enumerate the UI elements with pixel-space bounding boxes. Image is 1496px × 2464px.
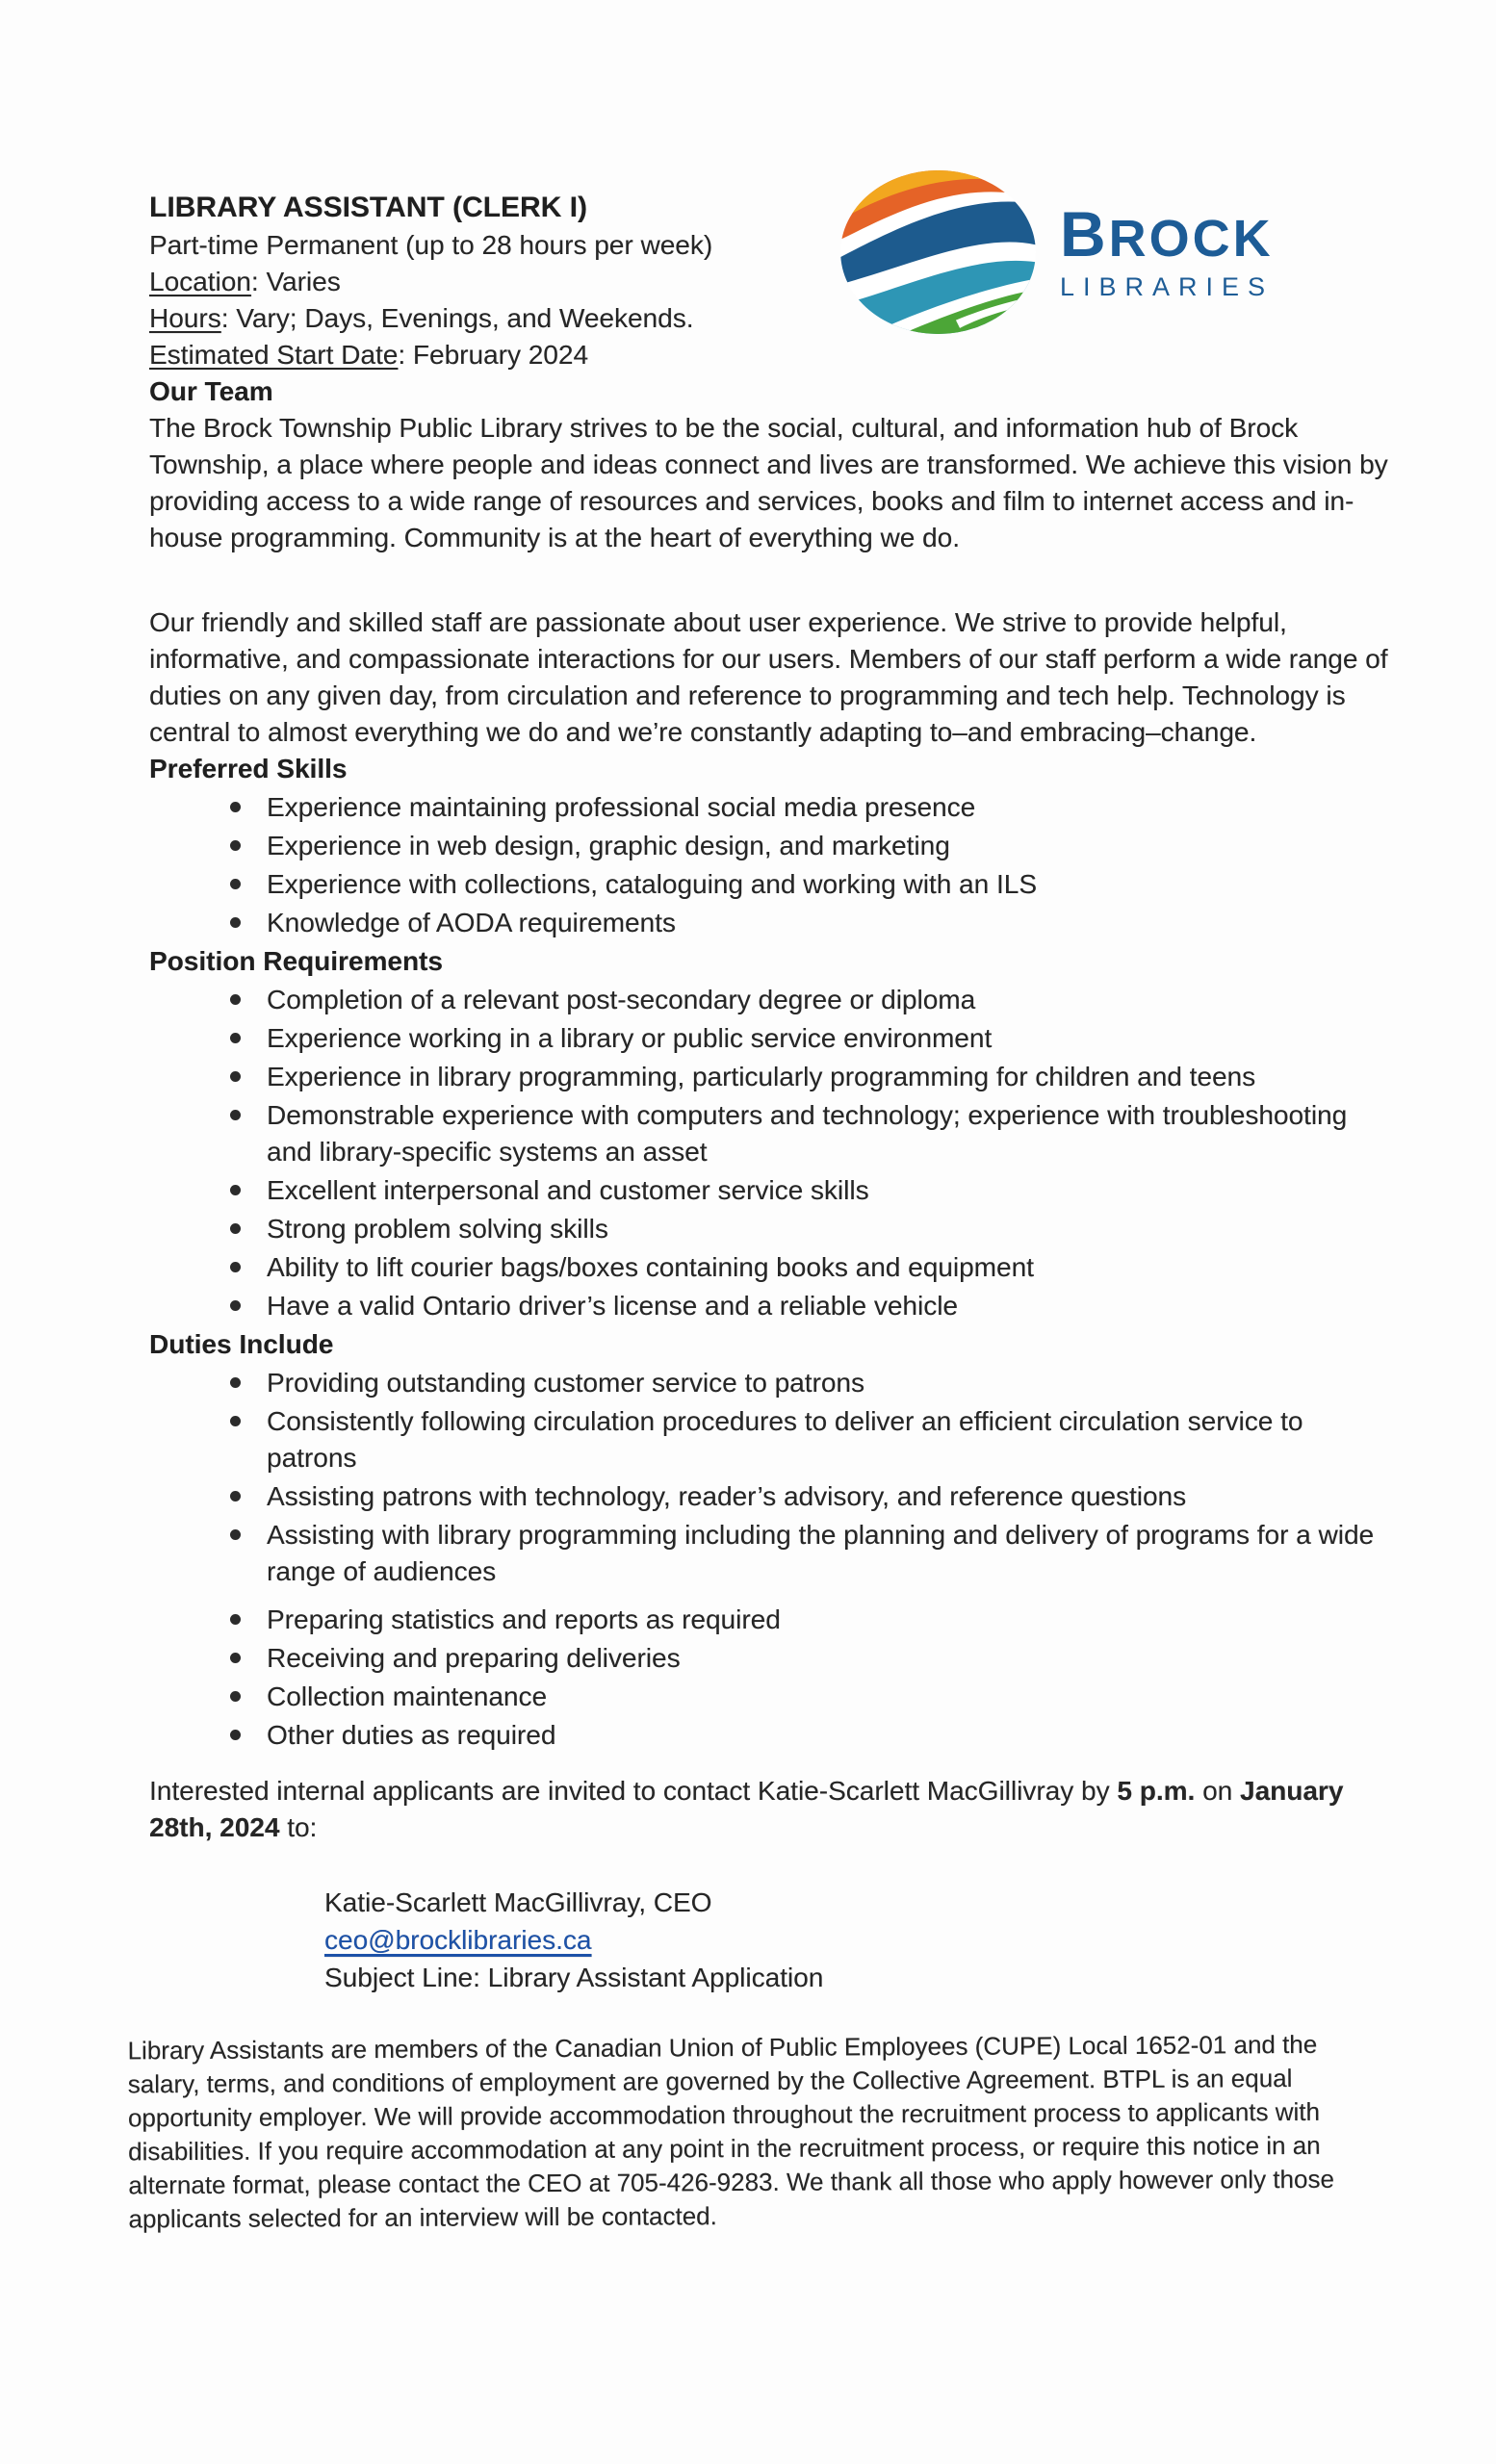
contact-block: [324, 1884, 1393, 1996]
list-item-text: Consistently following circulation procedures to deliver an efficient circulation service to patrons: [267, 1406, 1303, 1473]
our-team-paragraph-2: Our friendly and skilled staff are passionate about user experience. We strive to provide helpful, informative, and compassionate interactions for our users. Members of our staff perform a wide range of duties on any given day, from circulation and reference to programming and tech help. Technology is central to almost everything we do and we’re constantly adapting to–and embracing–change.: [149, 607, 1388, 747]
bullet-icon: [230, 1491, 241, 1502]
section-heading-our-team: Our Team: [149, 376, 273, 406]
contact-subject-line: Subject Line: Library Assistant Application: [324, 1963, 824, 1992]
logo-brand-initial: B: [1060, 198, 1109, 270]
bullet-icon: [230, 1262, 241, 1272]
list-item-text: Ability to lift courier bags/boxes containing books and equipment: [267, 1252, 1034, 1282]
closing-lead: Interested internal applicants are invited to contact Katie-Scarlett MacGillivray by: [149, 1776, 1118, 1806]
logo-brand-sub: LIBRARIES: [1060, 272, 1275, 301]
field-value: Vary; Days, Evenings, and Weekends.: [236, 303, 694, 333]
bullet-icon: [230, 1223, 241, 1234]
bullet-icon: [230, 1730, 241, 1740]
section-heading-position-requirements: Position Requirements: [149, 946, 443, 976]
bullet-icon: [230, 1300, 241, 1311]
list-item-text: Strong problem solving skills: [267, 1214, 608, 1244]
field-separator: :: [250, 267, 267, 296]
list-item-text: Experience in library programming, particularly programming for children and teens: [267, 1062, 1256, 1091]
field-separator: :: [220, 303, 237, 333]
closing-deadline-date: January 28th, 2024: [149, 1776, 1344, 1842]
field-value: Varies: [266, 267, 341, 296]
field-label: Hours: [149, 303, 221, 333]
list-item-text: Preparing statistics and reports as required: [267, 1604, 781, 1634]
brock-libraries-logo: [839, 169, 1274, 335]
bullet-icon: [230, 1416, 241, 1426]
list-item: [149, 1640, 1393, 1677]
duties-list-b: [149, 1602, 1393, 1754]
bullet-icon: [230, 1033, 241, 1043]
list-item-text: Demonstrable experience with computers and technology; experience with troubleshooting and library-specific systems an asset: [267, 1100, 1348, 1167]
field-label: Estimated Start Date: [149, 340, 399, 370]
field-separator: :: [398, 340, 413, 370]
list-item: [149, 1211, 1393, 1247]
list-item-text: Experience working in a library or public service environment: [267, 1023, 993, 1053]
list-item: [149, 905, 1393, 941]
bullet-icon: [230, 802, 241, 812]
list-item-text: Assisting with library programming including the planning and delivery of programs for a wide range of audiences: [267, 1520, 1375, 1586]
document-content: [127, 189, 1393, 2234]
field-label: Location: [149, 267, 251, 296]
bullet-icon: [230, 1653, 241, 1663]
bullet-icon: [230, 994, 241, 1005]
list-item-text: Knowledge of AODA requirements: [267, 908, 676, 937]
bullet-icon: [230, 1614, 241, 1625]
logo-brand-rest: ROCK: [1108, 210, 1274, 268]
closing-deadline-time: 5 p.m.: [1117, 1776, 1196, 1806]
closing-mid: on: [1195, 1776, 1240, 1806]
list-item-text: Completion of a relevant post-secondary degree or diploma: [267, 985, 976, 1014]
union-equal-opportunity-notice: Library Assistants are members of the Canadian Union of Public Employees (CUPE) Local 1652-01 and the salary, terms, and conditions of employment are governed by the Collective Agreement. BTPL is an equal opportunity employer. We will provide accommodation throughout the recruitment process to applicants with disabilities. If you require accommodation at any point in the recruitment process, or require this notice in an alternate format, please contact the CEO at 705-426-9283. We thank all those who apply however only those applicants selected for an interview will be contacted.: [127, 2029, 1334, 2234]
list-item: [149, 1249, 1393, 1286]
bullet-icon: [230, 879, 241, 889]
application-instructions: [149, 1773, 1393, 1846]
bullet-icon: [230, 1110, 241, 1120]
bullet-icon: [230, 840, 241, 851]
section-heading-duties-include: Duties Include: [149, 1329, 334, 1359]
list-item-text: Receiving and preparing deliveries: [267, 1643, 681, 1673]
list-item: [149, 866, 1393, 903]
logo-wordmark: [1060, 198, 1275, 302]
list-item-text: Experience maintaining professional social media presence: [267, 792, 976, 822]
list-item: [149, 828, 1393, 864]
preferred-skills-list: [149, 789, 1393, 941]
section-heading-preferred-skills: Preferred Skills: [149, 754, 348, 783]
email-link[interactable]: ceo@brocklibraries.ca: [324, 1925, 592, 1955]
employment-type: Part-time Permanent (up to 28 hours per week): [149, 230, 713, 260]
list-item: [149, 982, 1393, 1018]
list-item: [149, 1717, 1393, 1754]
list-item-text: Assisting patrons with technology, reader’s advisory, and reference questions: [267, 1481, 1187, 1511]
list-item-text: Other duties as required: [267, 1720, 556, 1750]
list-item-text: Excellent interpersonal and customer service skills: [267, 1175, 869, 1205]
list-item: [149, 1679, 1393, 1715]
list-item-text: Providing outstanding customer service to patrons: [267, 1368, 864, 1398]
list-item-text: Experience with collections, cataloguing and working with an ILS: [267, 869, 1038, 899]
page-title: LIBRARY ASSISTANT (CLERK I): [149, 192, 587, 223]
logo-mark-icon: [839, 169, 1037, 335]
list-item: [149, 1403, 1393, 1476]
list-item: [149, 1365, 1393, 1401]
list-item-text: Have a valid Ontario driver’s license and a reliable vehicle: [267, 1291, 959, 1321]
header-field: [149, 337, 1393, 373]
list-item: [149, 1602, 1393, 1638]
closing-tail: to:: [279, 1812, 318, 1842]
list-item: [149, 789, 1393, 826]
list-item: [149, 1288, 1393, 1324]
list-item: [149, 1172, 1393, 1209]
bullet-icon: [230, 1185, 241, 1195]
field-value: February 2024: [412, 340, 589, 370]
list-item-text: Collection maintenance: [267, 1681, 548, 1711]
list-item: [149, 1097, 1393, 1170]
list-item: [149, 1020, 1393, 1057]
bullet-icon: [230, 1377, 241, 1388]
list-item: [149, 1478, 1393, 1515]
logo-brand-name: [1060, 198, 1274, 270]
bullet-icon: [230, 917, 241, 928]
list-item-text: Experience in web design, graphic design, and marketing: [267, 831, 950, 860]
our-team-paragraph-1: The Brock Township Public Library strives to be the social, cultural, and information hub of Brock Township, a place where people and ideas connect and lives are transformed. We achieve this vision by providing access to a wide range of resources and services, books and film to internet access and in-house programming. Community is at the heart of everything we do.: [149, 413, 1388, 552]
list-item: [149, 1517, 1393, 1590]
bullet-icon: [230, 1529, 241, 1540]
bullet-icon: [230, 1071, 241, 1082]
bullet-icon: [230, 1691, 241, 1702]
list-item: [149, 1059, 1393, 1095]
contact-name: Katie-Scarlett MacGillivray, CEO: [324, 1887, 712, 1917]
position-requirements-list: [149, 982, 1393, 1324]
duties-list-a: [149, 1365, 1393, 1590]
